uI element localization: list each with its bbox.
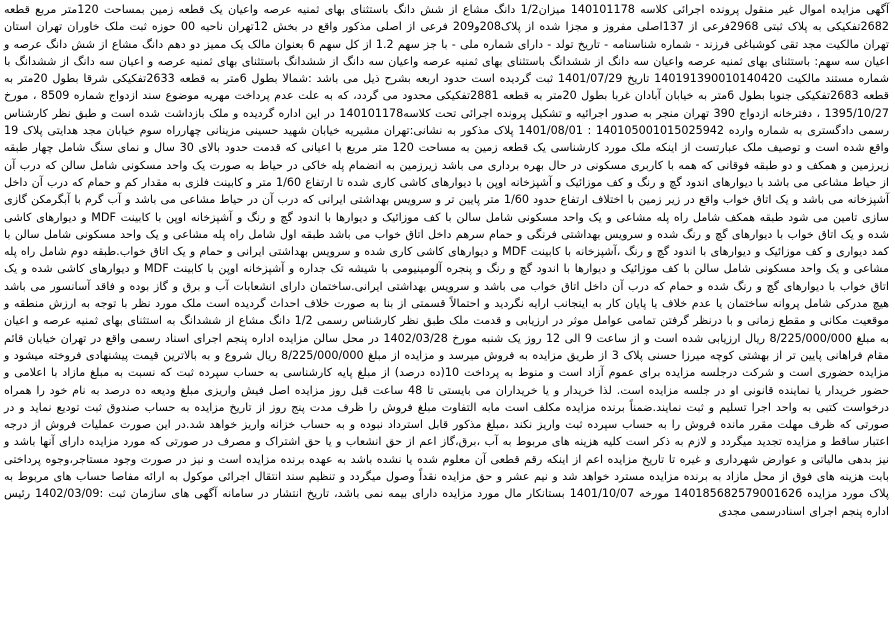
notice-body-text: آگهی مزایده اموال غیر منقول پرونده اجرائی کلاسه 140101178 میزان1/2 دانگ مشاع از شش دانگ باستثنای بهای ثمنیه عرصه واعیان یک قطعه زمین بمساحت 120متر مربع قطعه 2682تفکیکی به پلاک ثبتی 2968فرعی از 137اصلی مفروز و مجزا شده از پلاک208و209 فرعی از اصلی مذکور واقع در بخش 12تهران ناحیه 00 حوزه ثبت ملک خاوران تهران استان تهران مالکیت مجد تقی کوشباغی فرزند - شماره شناسنامه - تاریخ تولد - دارای شماره ملی - با جز سهم 1.2 از کل سهم 6 بعنوان مالک یک ممیز دو دهم دانگ مشاع از شش دانگ عرصه و اعیان سه سهم: باستثنای بهای ثمنیه عرصه واعیان سه دانگ از ششدانگ باستثنای بهای ثمنیه عرصه واعیان سه دانگ از ششدانگ باستثنای بهای ثمنیه عرصه و اعیان سه دانگ از ششدانگ با شماره مستند مالکیت 140191390010140420 تاریخ 1401/07/29 ثبت گردیده است حدود اربعه بشرح ذیل می باشد :شمالا بطول 6متر به قطعه 2633تفکیکی شرقا بطول 20متر به قطعه 2683تفکیکی جنوبا بطول 6متر به خیابان آبادان غربا بطول 20متر به قطعه 2881تفکیکی محدود می گردد، که به علت عدم پرداخت مهریه موضوع سند ازدواج شماره 8509 ، مورخ 1395/10/27 ، دفترخانه ازدواج 390 تهران منجر به صدور اجرائیه و تشکیل پرونده اجرائی تحت کلاسه140101178 در این اداره گردیده و ملک بازداشت شده است و طبق نظر کارشناس رسمی دادگستری به شماره وارده 140105001015025942 : 1401/08/01 پلاک مذکور به نشانی:تهران مشیریه خیابان شهید حسینی مزینانی چهارراه سوم خیابان مجد هدایتی پلاک 19 واقع شده است و توصیف ملک عبارتست از اینکه ملک مورد کارشناسی یک قطعه زمین به مساحت 120 متر مربع با اعیانی که قدمت حدود بالای 30 سال و نمای سنگ شامل چهار طبقه زیرزمین و همکف و دو طبقه فوقانی که همه با کاربری مسکونی در حال بهره برداری می باشد زیرزمین به انضمام پله خاکی در حیاط به صورت یک واحد مسکونی شامل سالن که درب آن از حیاط مشاعی می باشد با دیوارهای اندود گچ و رنگ و کف موزائیک و آشپزخانه اوپن با دیوارهای کاشی کاری شده تا ارتفاع 1/60 متر و کابینت فلزی به مقدار کم و حمام که درب آن داخل آشپزخانه می باشد و یک اتاق خواب واقع در زیر زمین با اختلاف ارتفاع حدود 1/60 متر پایین تر و سرویس بهداشتی ایرانی که درب آن در حیاط مشاعی می باشد و آب گرم با آبگرمکن گازی سازی تامین می شود طبقه همکف شامل راه پله مشاعی و یک واحد مسکونی شامل سالن با کف موزائیک و دیوارها با اندود گچ و رنگ و آشپزخانه اوپن با کابینت MDF و دیوارهای کاشی شده و یک اتاق خواب با دیوارهای گچ و رنگ شده و سرویس بهداشتی فرنگی و حمام سرهم داخل اتاق خواب می باشد طبقه اول شامل راه پله مشاعی و یک واحد مسکونی شامل سالن با کمد دیواری و کف موزائیک و دیوارهای با اندود گچ و رنگ ،آشپزخانه با کابینت MDF و دیوارهای کاشی کاری شده و سرویس بهداشتی ایرانی و حمام و یک اتاق خواب.طبقه دوم شامل راه پله مشاعی و یک واحد مسکونی شامل سالن با کف موزائیک و دیوارها با اندود گچ و رنگ و پنجره آلومینیومی با شیشه تک جداره و آشپزخانه اوپن با کابینت MDF و دیوارهای کاشی شده و یک اتاق خواب با دیوارهای گچ و رنگ شده و حمام که درب آن داخل اتاق خواب می باشد و سرویس بهداشتی ایرانی.ساختمان دارای انشعابات آب و برق و گاز بوده و فاقد آسانسور می باشد هیچ مدرکی شامل پروانه ساختمان یا عدم خلاف یا پایان کار به اینجانب ارایه نگردید و احتمالاً قسمتی از بنا به صورت خلاف احداث گردیده است ملک مورد نظر با توجه به ارزش منطقه و موقعیت مکانی و مقطع زمانی و با درنظر گرفتن تمامی عوامل موثر در ارزیابی و قدمت ملک طبق نظر کارشناس رسمی 1/2 دانگ مشاع از ششدانگ به استثنای بهای ثمنیه عرصه و اعیان به مبلغ 8/225/000/000 ریال ارزیابی شده است و از ساعت 9 الی 12 روز یک شنبه مورخ 1402/03/28 در محل سالن مزایده اداره پنجم اجرای اسناد رسمی واقع در تهران خیابان قائم مقام فراهانی پایین تر از بهشتی کوچه میرزا حسنی پلاک 3 از طریق مزایده به فروش میرسد و مزایده از مبلغ 8/225/000/000 ریال شروع و به بالاترین قیمت پیشنهادی فروخته میشود و مزایده حضوری است و شرکت درجلسه مزایده برای عموم آزاد است و منوط به پرداخت 10(ده درصد) از مبلغ پایه کارشناسی به حساب سپرده ثبت که نسبت به مبلغ مازاد با اعلامی و حضور خریدار یا نماینده قانونی او در جلسه مزایده است. لذا خریدار و یا خریداران می بایستی تا 48 ساعت قبل روز مزایده اصل فیش واریزی مبلغ ودیعه ده درصد به نام خود را همراه درخواست کتبی به واحد اجرا تسلیم و ثبت نمایند.ضمناً برنده مزایده مکلف است مابه التفاوت مبلغ فروش را ظرف مدت پنج روز از تاریخ مزایده به حساب صندوق ثبت تودیع نماید و در صورتی که ظرف مهلت مقرر مانده فروش را به حساب سپرده ثبت واریز نکند ،مبلغ مذکور قابل استرداد نبوده و به حساب خزانه واریز خواهد شد.در این صورت عملیات فروش از درجه اعتبار ساقط و مزایده تجدید میگردد و لازم به ذکر است کلیه هزینه های مربوط به آب ،برق،گاز اعم از حق انشعاب و یا حق اشتراک و مصرف در صورتی که مورد مزایده دارای آنها باشد و نیز بدهی مالیاتی و عوارض شهرداری و غیره تا تاریخ مزایده اعم از اینکه رقم قطعی آن معلوم شده یا نشده باشد به عهده برنده مزایده است و نیز در صورت وجود مستاجر،وجوه پرداختی بابت هزینه های فوق از محل مازاد به برنده مزایده مسترد خواهد شد و نیم عشر و حق مزایده نقداً وصول میگردد و تنظیم سند انتقال اجرائی موکول به ارائه مفاصا حساب های مربوط به پلاک مورد مزایده 140185682579001626 مورخه 1401/10/07 بستانکار مال مورد مزایده دارای بیمه نمی باشد، تاریخ انتشار در سامانه آگهی های سازمان ثبت :1402/03/09 رئیس اداره پنجم اجرای اسنادرسمی مجدی [4, 3, 890, 518]
